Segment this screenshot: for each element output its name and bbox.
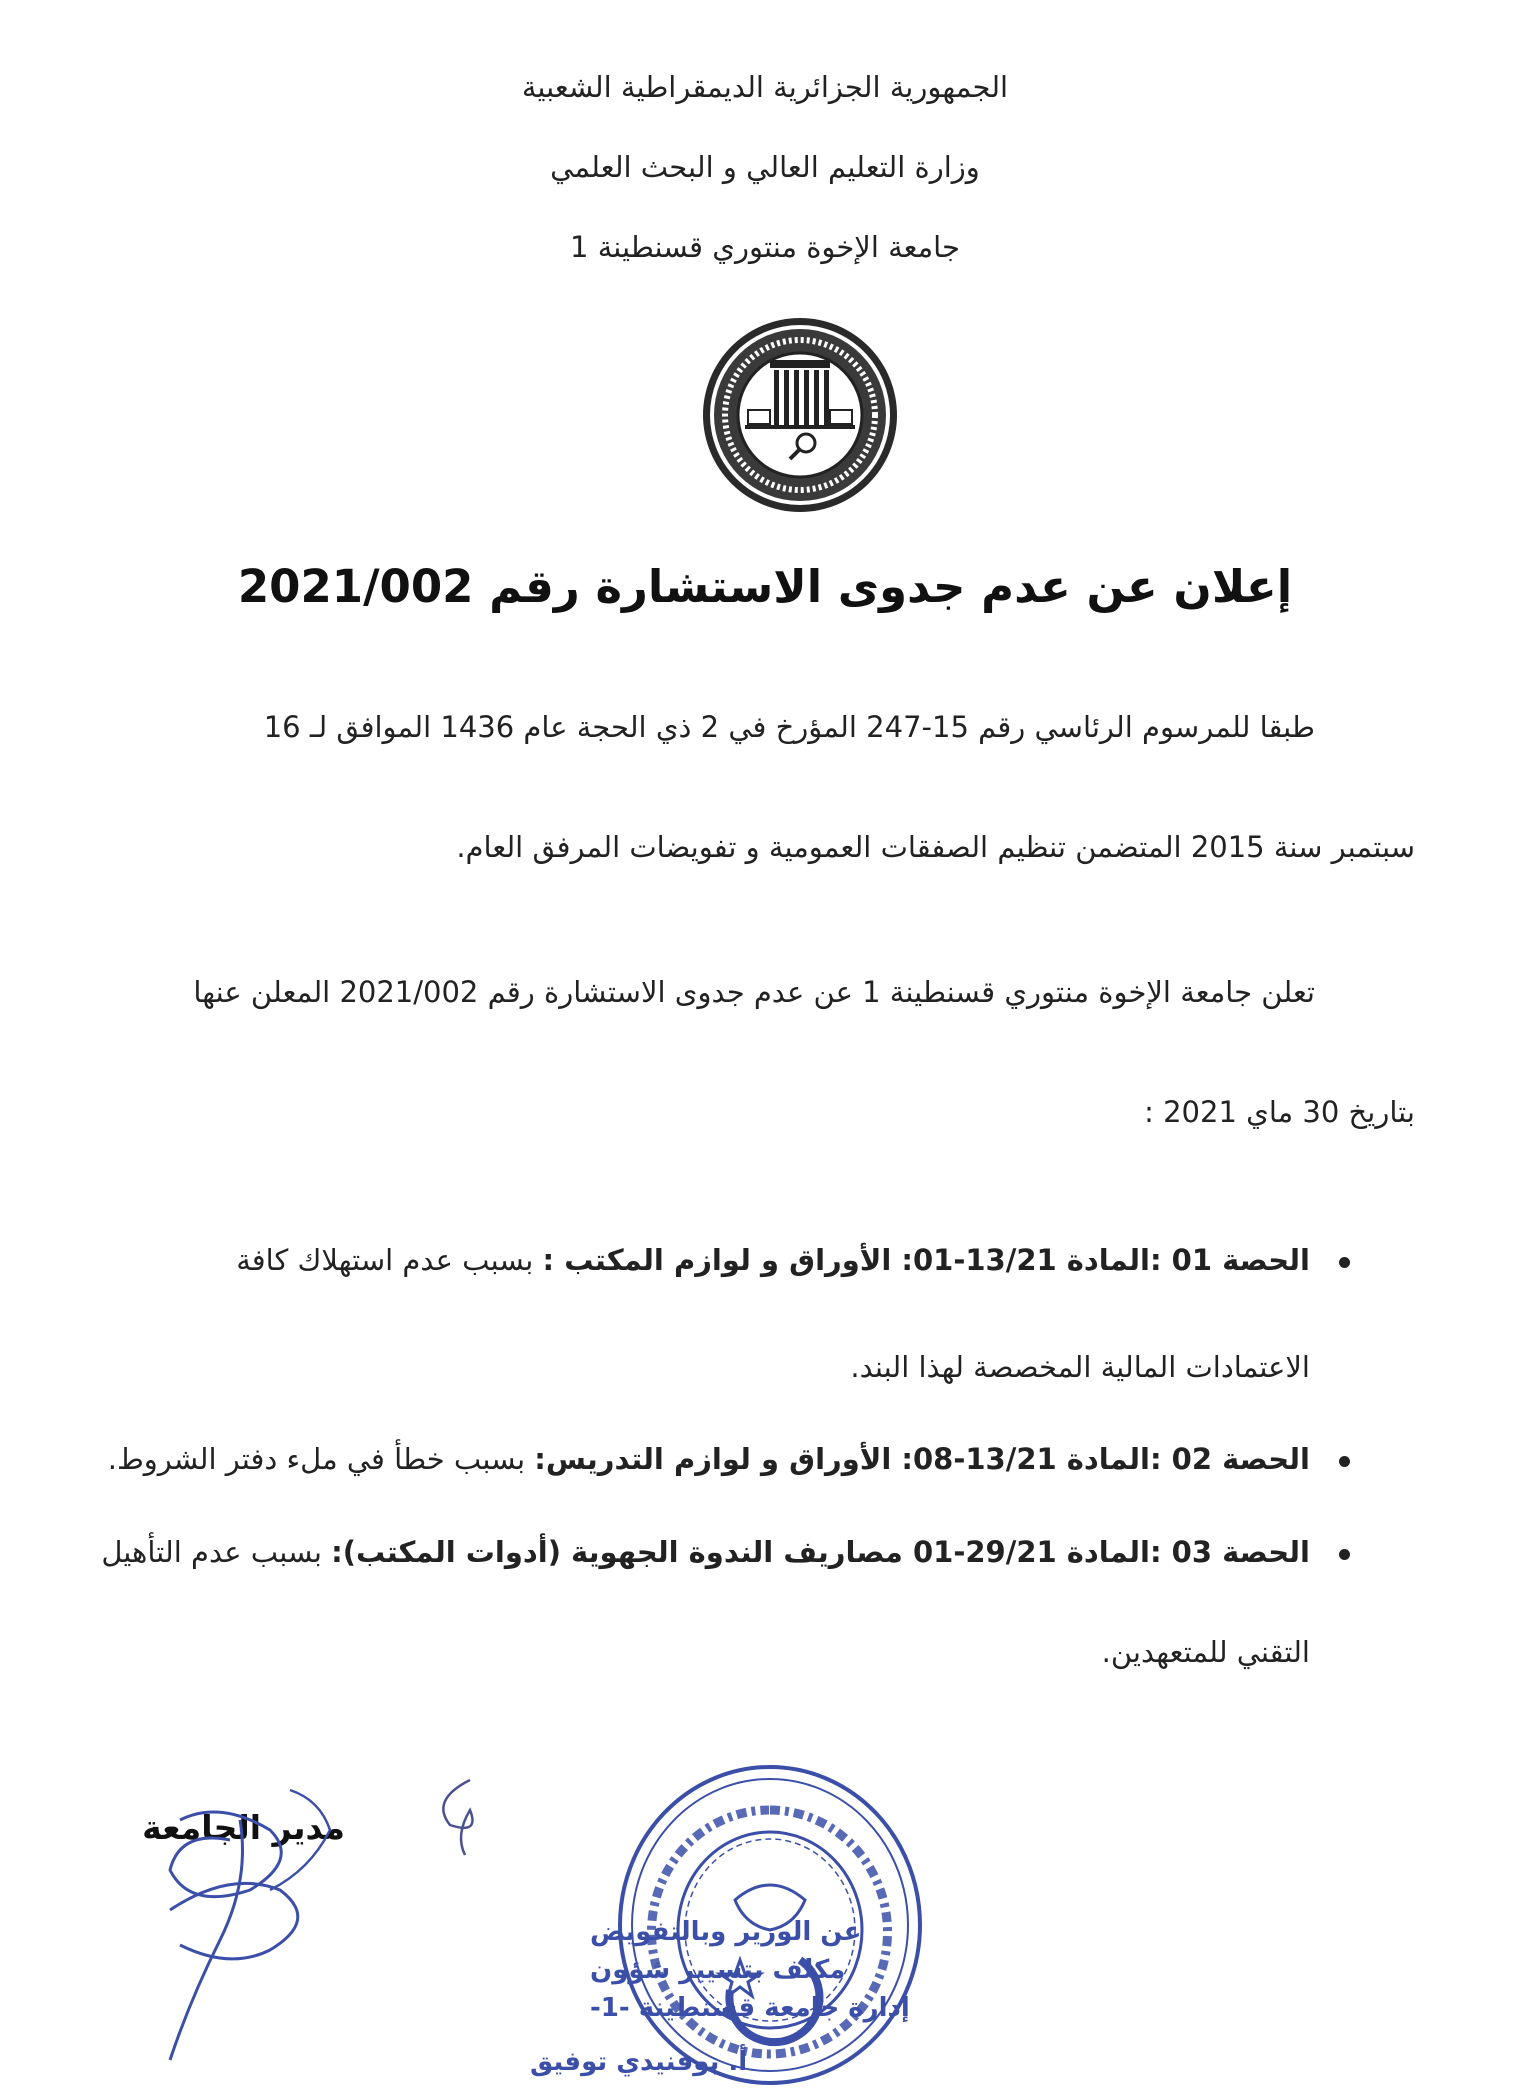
intro-line-2: سبتمبر سنة 2015 المتضمن تنظيم الصفقات العمومية و تفويضات المرفق العام.: [456, 830, 1415, 864]
stamp-line-2: مكلف بتسيير شؤون: [590, 1955, 846, 1985]
lot-continuation: الاعتمادات المالية المخصصة لهذا البند.: [850, 1350, 1310, 1384]
lot-reason: بسبب عدم استهلاك كافة: [236, 1243, 543, 1277]
signer-title: مدير الجامعة: [142, 1808, 345, 1847]
header-ministry: وزارة التعليم العالي و البحث العلمي: [550, 150, 980, 184]
handwritten-signature-icon: [140, 1760, 560, 2075]
bullet-dot-icon: [1339, 1549, 1350, 1560]
lot-continuation: التقني للمتعهدين.: [1101, 1635, 1310, 1669]
lot-reason: بسبب خطأ في ملء دفتر الشروط.: [107, 1442, 535, 1476]
lot-label: الحصة 01 :المادة 13/21-01: الأوراق و لوازم المكتب :: [542, 1243, 1310, 1277]
bullet-dot-icon: [1339, 1257, 1350, 1268]
header-university: جامعة الإخوة منتوري قسنطينة 1: [570, 230, 960, 264]
stamp-line-1: عن الوزير وبالتفويض: [590, 1917, 862, 1947]
lot-item: [236, 1243, 1310, 1277]
lot-label: الحصة 02 :المادة 13/21-08: الأوراق و لوازم التدريس:: [534, 1442, 1310, 1476]
intro-line-1: طبقا للمرسوم الرئاسي رقم 15-247 المؤرخ في 2 ذي الحجة عام 1436 الموافق لـ 16: [263, 710, 1315, 744]
announcement-line-1: تعلن جامعة الإخوة منتوري قسنطينة 1 عن عدم جدوى الاستشارة رقم 2021/002 المعلن عنها: [193, 975, 1315, 1009]
bullet-dot-icon: [1339, 1456, 1350, 1467]
stamp-line-3: إدارة جامعة قسنطينة -1-: [590, 1993, 910, 2023]
lot-item: [101, 1535, 1310, 1569]
university-logo-icon: [700, 315, 900, 515]
lot-label: الحصة 03 :المادة 29/21-01 مصاريف الندوة الجهوية (أدوات المكتب):: [331, 1535, 1310, 1569]
page-title: إعلان عن عدم جدوى الاستشارة رقم 2021/002: [237, 560, 1293, 613]
header-republic: الجمهورية الجزائرية الديمقراطية الشعبية: [521, 70, 1009, 104]
announcement-line-2: بتاريخ 30 ماي 2021 :: [1144, 1095, 1415, 1129]
lot-reason: بسبب عدم التأهيل: [101, 1535, 332, 1569]
lot-item: [108, 1442, 1310, 1476]
stamp-name: أ. بوفنيدي توفيق: [530, 2047, 748, 2077]
